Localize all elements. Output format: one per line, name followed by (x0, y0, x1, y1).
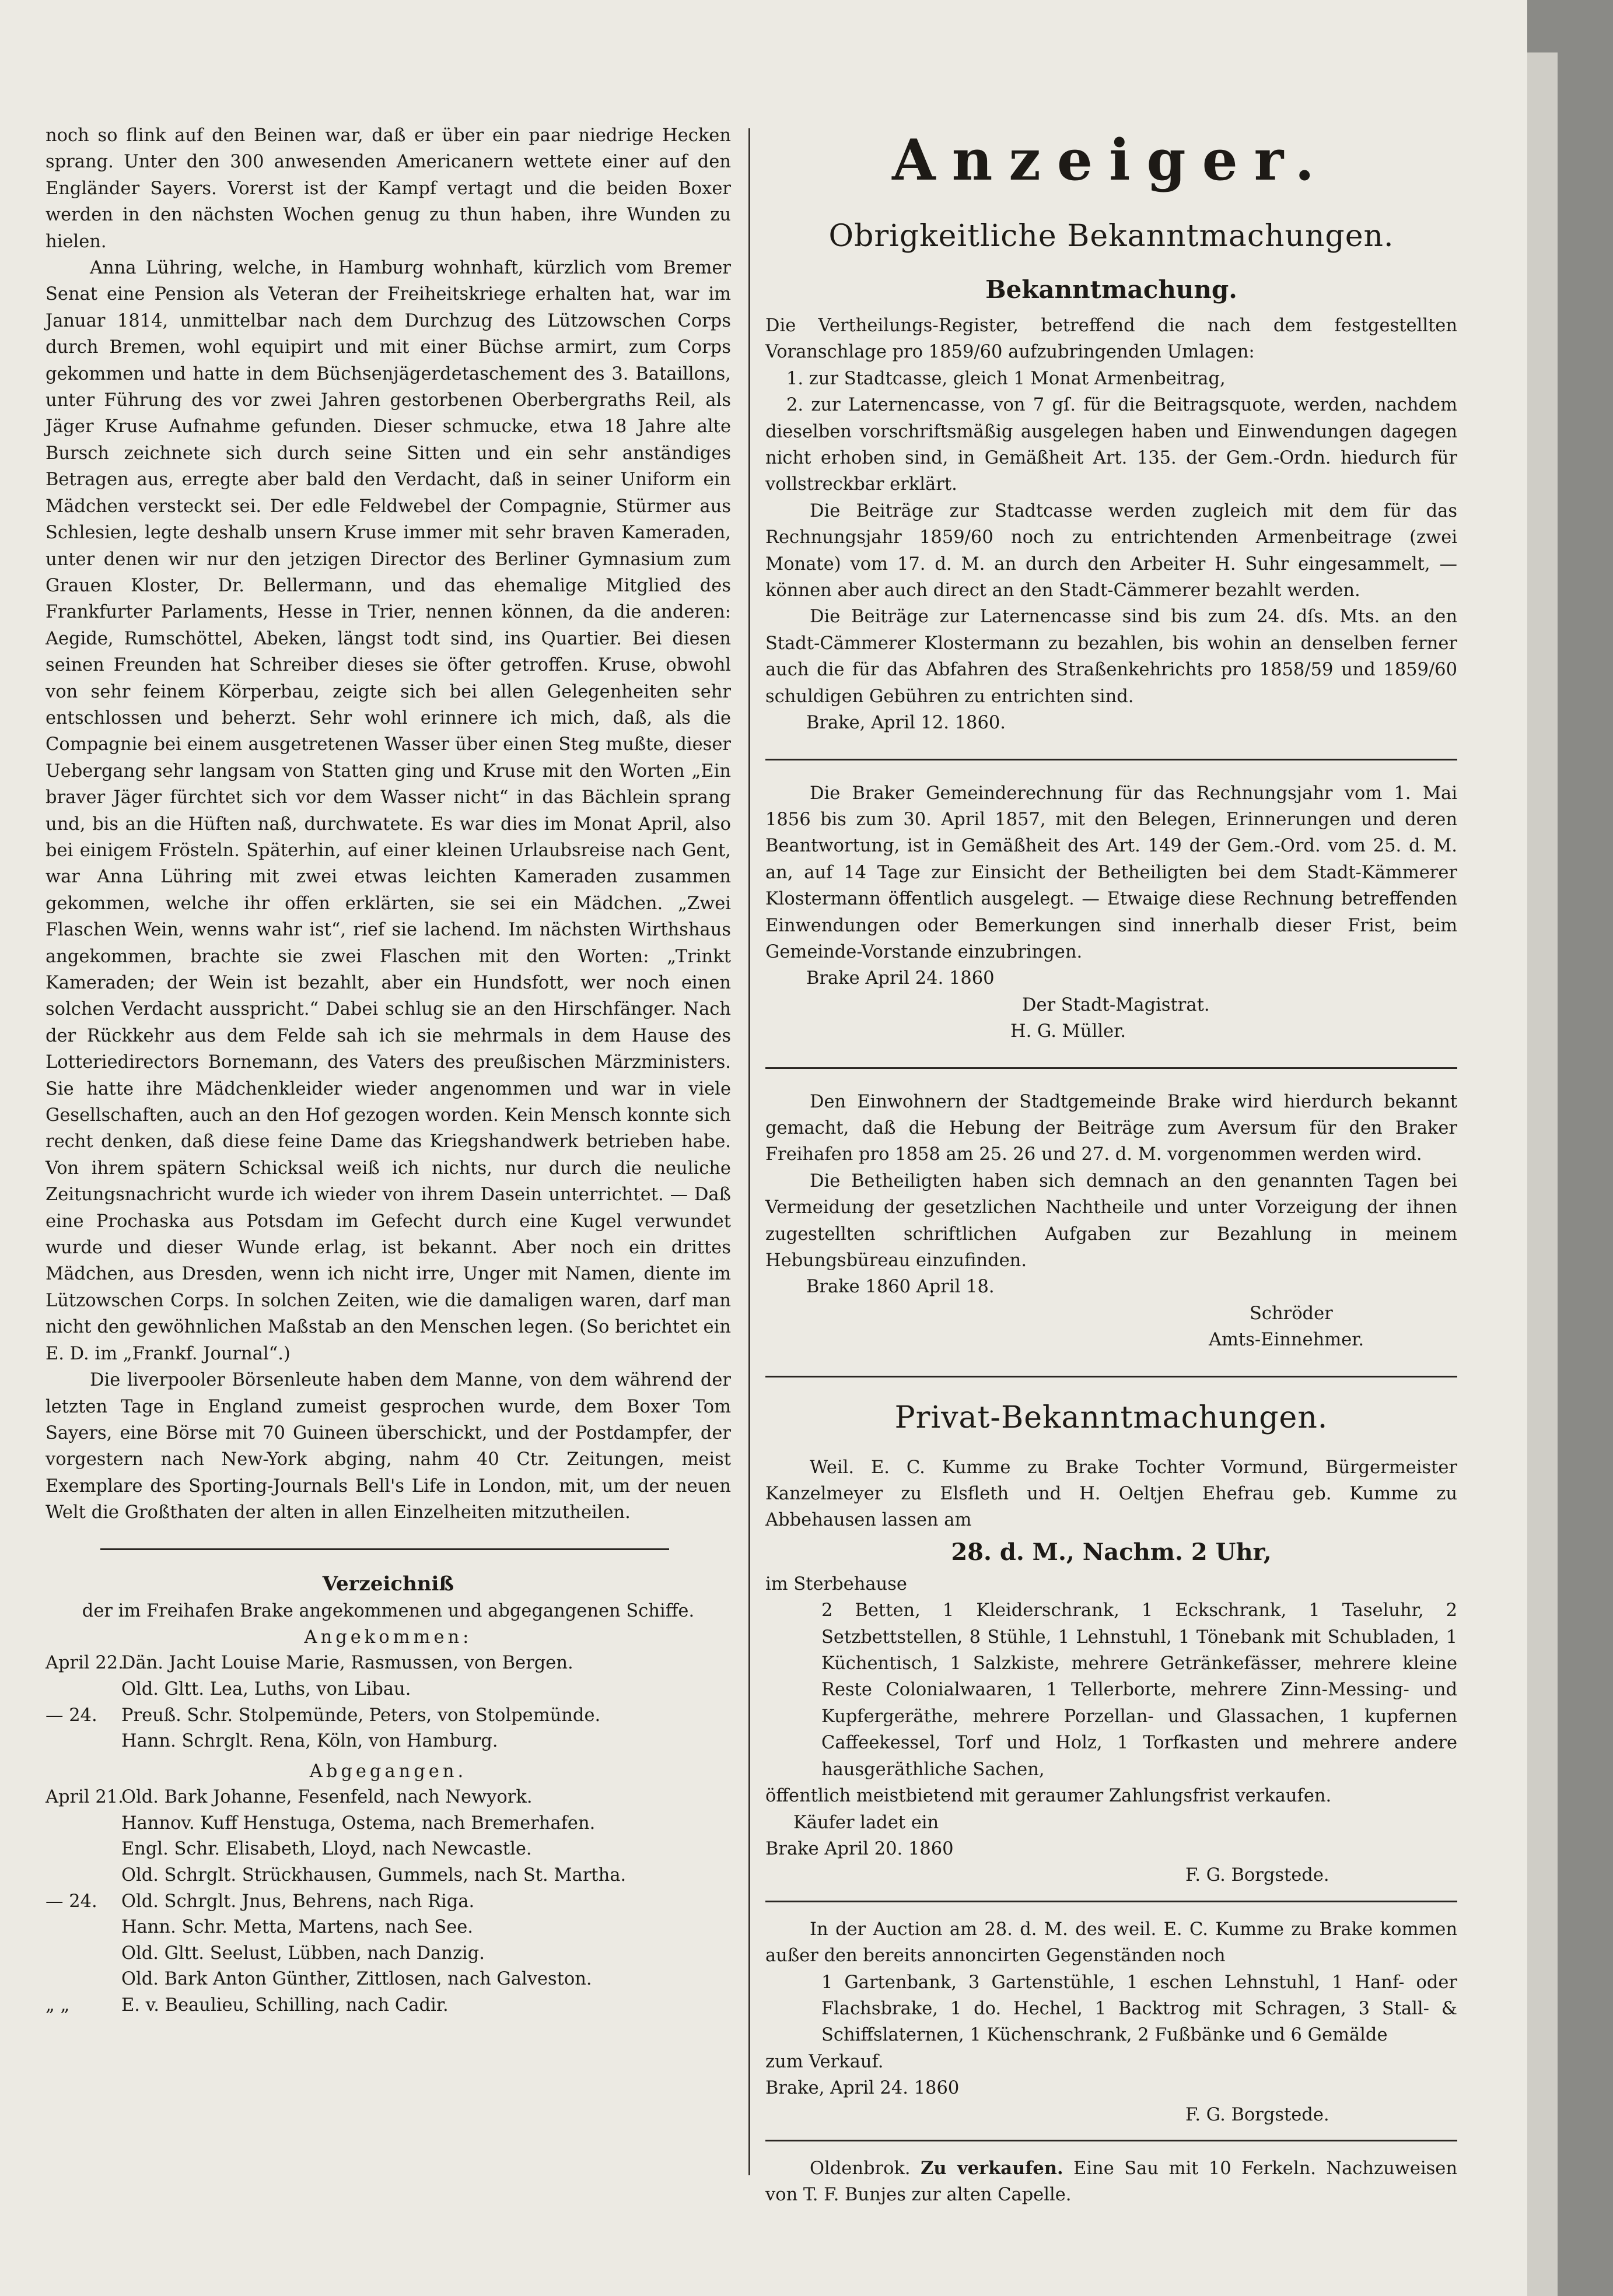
ad-divider (765, 1901, 1457, 1902)
notice-date: Brake 1860 April 18. (806, 1277, 995, 1298)
ship-entry: Hann. Schrglt. Rena, Köln, von Hamburg. (121, 1731, 498, 1752)
notice-signature: H. G. Müller. (1010, 1021, 1126, 1042)
ship-entry: — 24. Old. Schrglt. Jnus, Behrens, nach Riga. (46, 1891, 475, 1912)
notice-item-2: 2. zur Laternencasse, von 7 gſ. für die Beitragsquote, werden, nachdem dieselben vorschriftsmäßig ausgelegen haben und Einwendungen dagegen nicht erhoben sind, in Gemäßheit Art. 135. der Gem.-Ordn. hiedurch für vollstreckbar erklärt. (765, 395, 1457, 495)
article-boxing: noch so flink auf den Beinen war, daß er über ein paar niedrige Hecken sprang. Unter den 300 anwesenden Americanern wettete einer auf den Engländer Sayers. Vorerst ist der Kampf vertagt und die beiden Boxer werden in den nächsten Wochen genug zu thun haben, ihre Wunden zu hielen. (46, 125, 731, 252)
ad-body: Eine Sau mit 10 Ferkeln. Nachzuweisen von T. F. Bunjes zur alten Capelle. (765, 2158, 1457, 2206)
notice-text: Die Betheiligten haben sich demnach an den genannten Tagen bei Vermeidung der gesetzlichen Nachtheile und unter Vorzeigung der ihnen zugestellten schriftlichen Aufgaben zur Bezahlung in meinem Hebungsbüreau einzufinden. (765, 1170, 1457, 1271)
notice-date: Brake April 24. 1860 (806, 968, 995, 989)
ship-register-title: Verzeichniß (322, 1572, 454, 1596)
ad-divider (765, 2140, 1457, 2141)
notice-gemeinderechnung (765, 780, 1457, 1045)
notice-date: Brake, April 12. 1860. (806, 713, 1006, 734)
notice-signature: Amts-Einnehmer. (1209, 1330, 1364, 1351)
left-column (46, 122, 731, 2018)
section-divider (100, 1548, 669, 1550)
ad-headline: Zu verkaufen. (921, 2157, 1063, 2179)
notice-freihafen (765, 1089, 1457, 1354)
ad-auction-additional (765, 1916, 1457, 2128)
notice-para: Die Beiträge zur Stadtcasse werden zugleich mit dem für das Rechnungsjahr 1859/60 noch zu entrichtenden Armenbeitrage (zwei Monate) vom 17. d. M. an durch den Arbeiter H. Suhr eingesammelt, — können aber auch direct an den Stadt-Cämmerer bezahlt werden. (765, 500, 1457, 601)
ad-date: Brake, April 24. 1860 (765, 2078, 960, 2099)
ship-register (46, 1570, 731, 2019)
ship-entry: Engl. Schr. Elisabeth, Lloyd, nach Newcastle. (121, 1839, 532, 1860)
ship-entry: „ „ E. v. Beaulieu, Schilling, nach Cadir. (46, 1994, 449, 2015)
arrived-heading: Angekommen: (304, 1627, 473, 1647)
ad-items: 1 Gartenbank, 3 Gartenstühle, 1 eschen Lehnstuhl, 1 Hanf- oder Flachsbrake, 1 do. Hechel, 1 Backtrog mit Schragen, 3 Stall- & Schiffslaternen, 1 Küchenschrank, 2 Fußbänke und 6 Gemälde (821, 1972, 1457, 2046)
ad-terms: zum Verkauf. (765, 2051, 884, 2072)
ship-register-subtitle: der im Freihafen Brake angekommenen und abgegangenen Schiffe. (82, 1600, 695, 1621)
ship-entry: April 21.Old. Bark Johanne, Fesenfeld, nach Newyork. (46, 1787, 533, 1808)
departed-heading: Abgegangen. (309, 1761, 467, 1782)
notice-divider (765, 759, 1457, 760)
notice-para: Die Beiträge zur Laternencasse sind bis zum 24. dſs. Mts. an den Stadt-Cämmerer Klostermann zu bezahlen, bis wohin an denselben ferner auch die für das Abfahren des Straßenkehrichts pro 1858/59 und 1859/60 schuldigen Gebühren zu entrichten sind. (765, 607, 1457, 707)
notice-text: Den Einwohnern der Stadtgemeinde Brake wird hierdurch bekannt gemacht, daß die Hebung der Beiträge zum Aversum für den Braker Freihafen pro 1858 am 25. 26 und 27. d. M. vorgenommen werden wird. (765, 1091, 1457, 1165)
ship-entry: April 22.Dän. Jacht Louise Marie, Rasmussen, von Bergen. (46, 1653, 573, 1674)
ad-date-time: 28. d. M., Nachm. 2 Uhr, (951, 1538, 1272, 1566)
notice-intro: Die Vertheilungs-Register, betreffend die nach dem festgestellten Voranschlage pro 1859/60 aufzubringenden Umlagen: (765, 316, 1457, 363)
ad-auction-kumme (765, 1454, 1457, 1889)
notice-divider (765, 1067, 1457, 1069)
notice-signature: Der Stadt-Magistrat. (1022, 994, 1210, 1015)
ad-signature: F. G. Borgstede. (1185, 1865, 1329, 1886)
ad-place: Oldenbrok. (810, 2158, 911, 2179)
ship-entry: Hann. Schr. Metta, Martens, nach See. (121, 1917, 473, 1938)
right-column (765, 122, 1457, 2209)
ad-date: Brake April 20. 1860 (765, 1838, 954, 1859)
official-section-title: Obrigkeitliche Bekanntmachungen. (828, 219, 1394, 254)
ship-entry: Old. Gltt. Lea, Luths, von Libau. (121, 1678, 411, 1699)
article-liverpool: Die liverpooler Börsenleute haben dem Manne, von dem während der letzten Tage in England zumeist gesprochen wurde, dem Boxer Tom Sayers, eine Börse mit 70 Guineen überschickt, und der Postdampfer, der vorgestern nach New-York abging, nahm 40 Ctr. Zeitungen, meist Exemplare des Sporting-Journals Bell's Life in London, mit, um der neuen Welt die Großthaten der alten in allen Einzelheiten mitzutheilen. (46, 1370, 731, 1523)
article-anna-luehring: Anna Lühring, welche, in Hamburg wohnhaft, kürzlich vom Bremer Senat eine Pension als Veteran der Freiheitskriege erhalten hat, war im Januar 1814, unmittelbar nach dem Durchzug des Lützowschen Corps durch Bremen, wohl equipirt und mit einer Büchse armirt, zum Corps gekommen und hatte in dem Büchsenjägerdetaschement des 3. Bataillons, unter Führung des vor zwei Jahren gestorbenen Oberbergraths Reil, als Jäger Kruse Aufnahme gefunden. Dieser schmucke, etwa 18 Jahre alte Bursch zeichnete sich durch seine Sitten und ein sehr anständiges Betragen aus, erregte aber bald den Verdacht, daß in seiner Uniform ein Mädchen versteckt sei. Der edle Feldwebel der Compagnie, Stürmer aus Schlesien, legte deshalb unsern Kruse immer mit sehr braven Kameraden, unter denen wir nur den jetzigen Director des Berliner Gymnasium zum Grauen Kloster, Dr. Bellermann, und das ehemalige Mitglied des Frankfurter Parlaments, Hesse in Trier, nennen können, da die anderen: Aegide, Rumschöttel, Abeken, längst todt sind, ins Quartier. Bei diesen seinen Freunden hat Schreiber dieses sie öfter getroffen. Kruse, obwohl von sehr feinem Körperbau, zeigte sich bei allen Gelegenheiten sehr entschlossen und beherzt. Sehr wohl erinnere ich mich, daß, als die Compagnie bei einem ausgetretenen Wasser über einen Steg mußte, dieser Uebergang sehr langsam von Statten ging und Kruse mit den Worten „Ein braver Jäger fürchtet sich vor dem Wasser nicht“ in das Bächlein sprang und, bis an die Hüften naß, durchwatete. Es war dies im Monat April, also bei einigem Frösteln. Späterhin, auf einer kleinen Urlaubsreise nach Gent, war Anna Lühring mit zwei etwas leichten Kameraden zusammen gekommen, welche ihr offen erklärten, sie sei ein Mädchen. „Zwei Flaschen Wein, wenns wahr ist“, rief sie lachend. Im nächsten Wirthshaus angekommen, brachte sie zwei Flaschen mit den Worten: „Trinkt Kameraden; der Wein ist bezahlt, aber ein Hundsfott, wer noch einen solchen Verdacht ausspricht.“ Dabei schlug sie an den Hirschfänger. Nach der Rückkehr aus dem Felde sah ich sie mehrmals in dem Hause des Lotteriedirectors Bornemann, des Vaters des preußischen Märzministers. Sie hatte ihre Mädchenkleider wieder angenommen und war in viele Gesellschaften, auch an den Hof gezogen worden. Kein Mensch konnte sich recht denken, daß diese feine Dame das Kriegshandwerk betrieben habe. Von ihrem spätern Schicksal weiß ich nichts, nur durch die neuliche Zeitungsnachricht wurde ich wieder von ihrem Dasein unterrichtet. — Daß eine Prochaska aus Potsdam im Gefecht durch eine Kugel verwundet wurde und dieser Wunde erlag, ist bekannt. Aber noch ein drittes Mädchen, aus Dresden, wenn ich nicht irre, Unger mit Namen, diente im Lützowschen Corps. In solchen Zeiten, wie die damaligen waren, darf man nicht den gewöhnlichen Maßstab an den Menschen legen. (So berichtet ein E. D. im „Frankf. Journal“.) (46, 258, 731, 1364)
private-section-title: Privat-Bekanntmachungen. (894, 1400, 1328, 1435)
notice-text: Die Braker Gemeinderechnung für das Rechnungsjahr vom 1. Mai 1856 bis zum 30. April 1857, mit den Belegen, Erinnerungen und deren Beantwortung, ist in Gemäßheit des Art. 149 der Gem.-Ord. vom 25. d. M. an, auf 14 Tage zur Einsicht der Betheiligten bei dem Stadt-Kämmerer Klostermann öffentlich ausgelegt. — Etwaige diese Rechnung betreffenden Einwendungen oder Bemerkungen sind innerhalb dieser Frist, beim Gemeinde-Vorstande einzubringen. (765, 783, 1457, 962)
ship-entry: Old. Bark Anton Günther, Zittlosen, nach Galveston. (121, 1969, 592, 1990)
section-divider (765, 1376, 1457, 1377)
ad-text (765, 2155, 1457, 2209)
ad-text: In der Auction am 28. d. M. des weil. E. C. Kumme zu Brake kommen außer den bereits annoncirten Gegenständen noch (765, 1919, 1457, 1967)
ad-place: im Sterbehause (765, 1573, 907, 1594)
notice-item-1: 1. zur Stadtcasse, gleich 1 Monat Armenbeitrag, (786, 368, 1226, 389)
notice-vertheilungs-register (765, 273, 1457, 737)
ship-entry: Hannov. Kuff Henstuga, Ostema, nach Bremerhafen. (121, 1813, 596, 1834)
notice-title: Bekanntmachung. (985, 275, 1237, 304)
ad-items: 2 Betten, 1 Kleiderschrank, 1 Eckschrank, 1 Taseluhr, 2 Setzbettstellen, 8 Stühle, 1 Lehnstuhl, 1 Tönebank mit Schubladen, 1 Küchentisch, 1 Salzkiste, mehrere Getränkefässer, mehrere kleine Reste Colonialwaaren, 1 Tellerborte, mehrere Zinn-Messing- und Kupfergeräthe, mehrere Porzellan- und Glassachen, 1 kupfernen Caffeekessel, Torf und Holz, 1 Torfkasten und mehrere andere hausgeräthliche Sachen, (821, 1600, 1457, 1780)
ad-sale-sow (765, 2155, 1457, 2209)
ad-terms: öffentlich meistbietend mit geraumer Zahlungsfrist verkaufen. (765, 1786, 1332, 1807)
ship-entry: Old. Schrglt. Strückhausen, Gummels, nach St. Martha. (121, 1864, 627, 1885)
ad-signature: F. G. Borgstede. (1185, 2104, 1329, 2125)
notice-signature: Schröder (1250, 1303, 1333, 1324)
ad-text: Weil. E. C. Kumme zu Brake Tochter Vormund, Bürgermeister Kanzelmeyer zu Elsfleth und H. Oeltjen Ehefrau geb. Kumme zu Abbehausen lassen am (765, 1457, 1457, 1531)
column-divider (748, 128, 750, 2175)
ship-entry: Old. Gltt. Seelust, Lübben, nach Danzig. (121, 1943, 485, 1964)
page-edge (1527, 52, 1558, 2296)
ship-entry: — 24. Preuß. Schr. Stolpemünde, Peters, von Stolpemünde. (46, 1705, 601, 1726)
masthead-anzeiger: Anzeiger. (892, 127, 1331, 193)
ad-invite: Käufer ladet ein (793, 1812, 939, 1833)
